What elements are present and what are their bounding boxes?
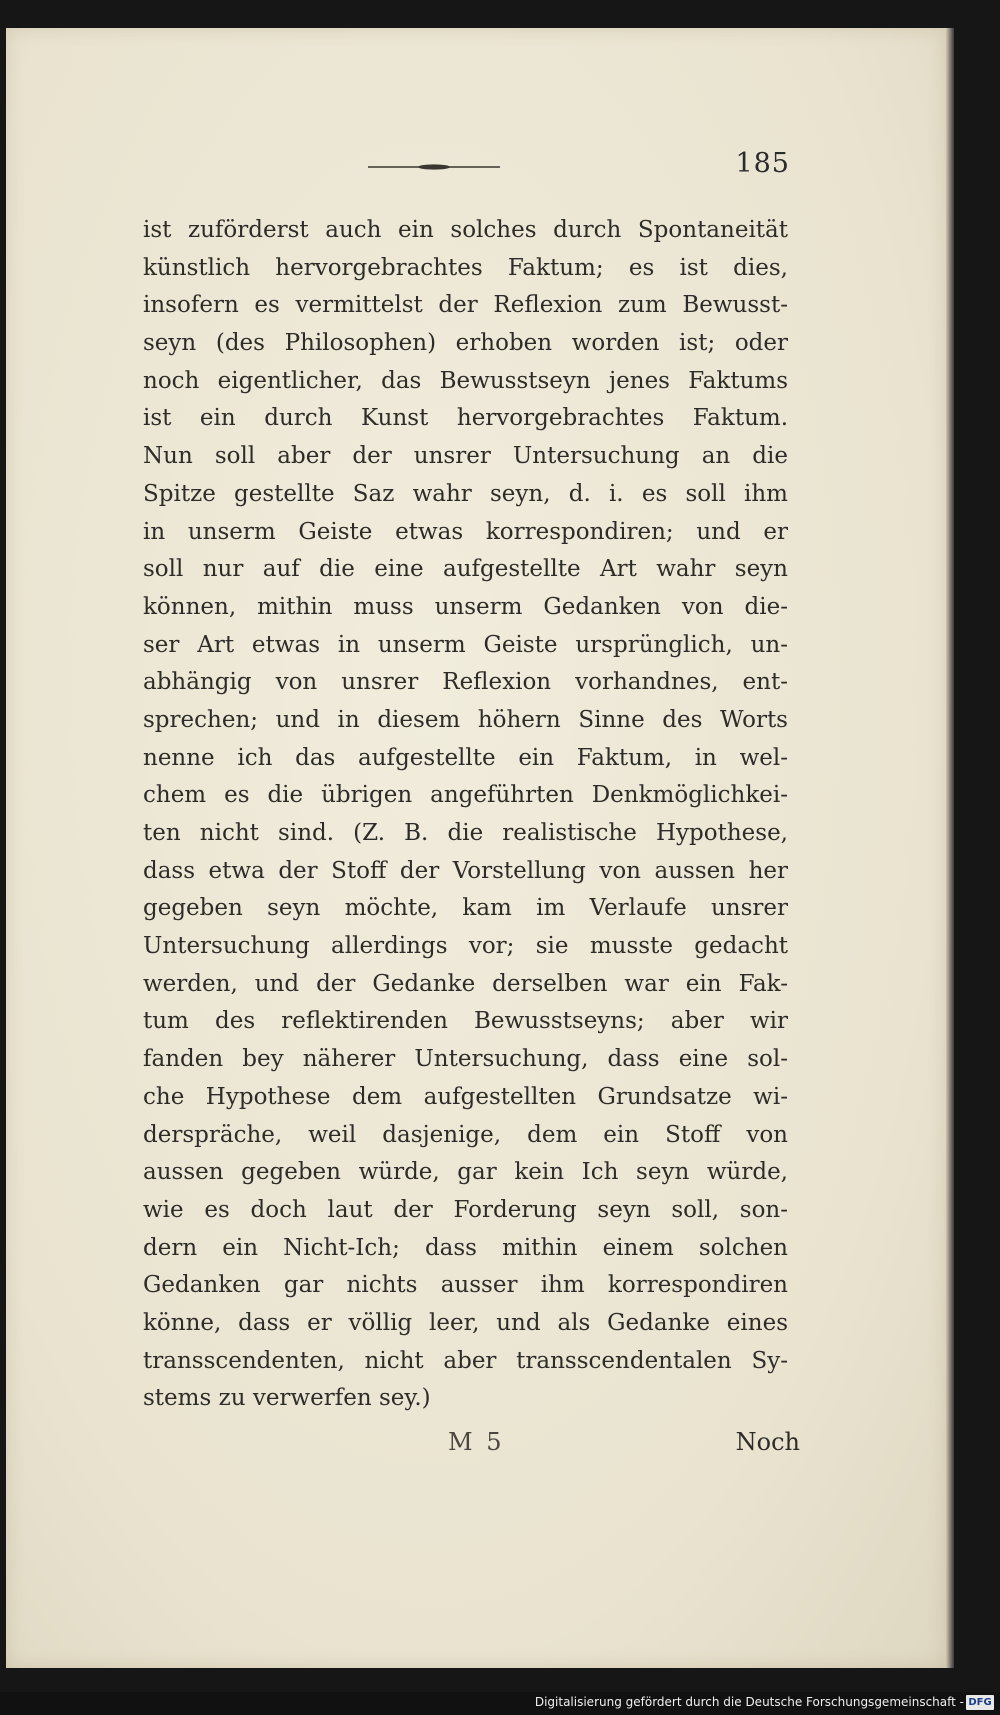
dfg-logo: DFG (966, 1695, 994, 1710)
text-line: Gedanken gar nichts ausser ihm korrespondiren (143, 1272, 788, 1299)
catchword: Noch (735, 1428, 800, 1456)
text-line: dern ein Nicht-Ich; dass mithin einem solchen (143, 1234, 788, 1261)
text-line: abhängig von unsrer Reflexion vorhandnes, ent- (143, 669, 788, 696)
text-line: tum des reflektirenden Bewusstseyns; aber wir (143, 1008, 788, 1035)
header-ornamental-rule (368, 162, 500, 172)
text-line: sprechen; und in diesem höhern Sinne des Worts (143, 706, 788, 733)
text-line: chem es die übrigen angeführten Denkmöglichkei- (143, 782, 788, 809)
text-line: in unserm Geiste etwas korrespondiren; und er (143, 518, 788, 545)
text-line: werden, und der Gedanke derselben war ein Fak- (143, 970, 788, 997)
text-line: ist zuförderst auch ein solches durch Spontaneität (143, 217, 788, 243)
text-line: dass etwa der Stoff der Vorstellung von aussen her (143, 857, 788, 884)
text-line: noch eigentlicher, das Bewusstseyn jenes Faktums (143, 367, 788, 394)
text-line: ist ein durch Kunst hervorgebrachtes Faktum. (143, 405, 788, 432)
text-line: Untersuchung allerdings vor; sie musste gedacht (143, 933, 788, 960)
body-text (143, 212, 788, 1418)
text-line: wie es doch laut der Forderung seyn soll, son- (143, 1196, 788, 1223)
text-line: künstlich hervorgebrachtes Faktum; es ist dies, (143, 254, 788, 281)
signature-mark: M 5 (448, 1428, 505, 1456)
text-line: stems zu verwerfen sey.) (143, 1385, 431, 1412)
text-line: insofern es vermittelst der Reflexion zum Bewusst- (143, 292, 788, 319)
page-number: 185 (735, 148, 790, 179)
text-line: Spitze gestellte Saz wahr seyn, d. i. es soll ihm (143, 480, 788, 507)
text-line: ten nicht sind. (Z. B. die realistische Hypothese, (143, 820, 788, 846)
page-edge-shadow (946, 28, 954, 1668)
text-line: könne, dass er völlig leer, und als Gedanke eines (143, 1309, 788, 1336)
text-line: nenne ich das aufgestellte ein Faktum, in wel- (143, 744, 788, 771)
text-line: derspräche, weil dasjenige, dem ein Stoff von (143, 1121, 788, 1148)
text-line: seyn (des Philosophen) erhoben worden ist; oder (143, 330, 788, 357)
text-line: aussen gegeben würde, gar kein Ich seyn würde, (143, 1159, 788, 1186)
text-line: gegeben seyn möchte, kam im Verlaufe unsrer (143, 895, 788, 922)
text-line: Nun soll aber der unsrer Untersuchung an die (143, 443, 788, 470)
text-line: che Hypothese dem aufgestellten Grundsatze wi- (143, 1083, 788, 1110)
text-line: ser Art etwas in unserm Geiste ursprünglich, un- (143, 631, 788, 658)
text-line: soll nur auf die eine aufgestellte Art wahr seyn (143, 556, 788, 583)
funding-credit: Digitalisierung gefördert durch die Deutsche Forschungsgemeinschaft - (534, 1695, 964, 1709)
text-line: können, mithin muss unserm Gedanken von die- (143, 593, 788, 620)
text-line: fanden bey näherer Untersuchung, dass eine sol- (143, 1046, 788, 1073)
text-line: transscendenten, nicht aber transscendentalen Sy- (143, 1347, 788, 1374)
